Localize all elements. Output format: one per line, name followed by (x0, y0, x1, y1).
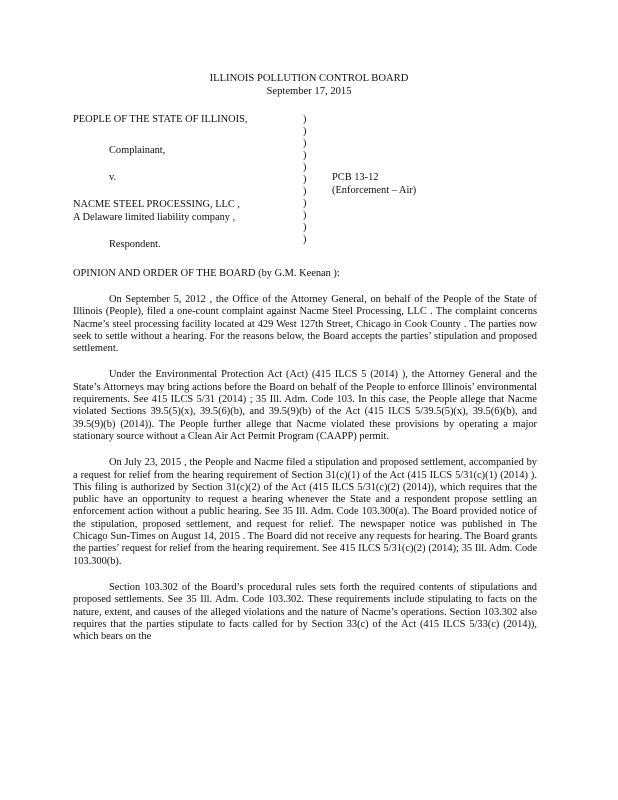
caption-paren: ) (303, 198, 307, 209)
caption-respondent-desc: A Delaware limited liability company , (73, 212, 236, 223)
caption-respondent-name: NACME STEEL PROCESSING, LLC , (73, 199, 241, 210)
body-paragraph: Section 103.302 of the Board’s procedural rules sets forth the required contents of stipulations and proposed settlements. See 35 Ill. Adm. Code 103.302. These requirements include stipulating to facts on the nature, extent, and causes of the alleged violations and the nature of Nacme’s operations. Section 103.302 also requires that the parties stipulate to facts called for by Section 33(c) of the Act (415 ILCS 5/33(c) (2014)), which bears on the (73, 581, 537, 643)
document-date: September 17, 2015 (266, 86, 352, 97)
body-paragraph: On July 23, 2015 , the People and Nacme filed a stipulation and proposed settlement, accompanied by a request for relief from the hearing requirement of Section 31(c)(1) of the Act (415 ILCS 5/31(c)(1) (2014) ). This filing is authorized by Section 31(c)(2) of the Act (415 ILCS 5/31(c)(2) (2014)), which requires that the public have an opportunity to request a hearing whenever the State and a respondent propose settling an enforcement action without a public hearing. See 35 Ill. Adm. Code 103.300(a). The Board provided notice of the stipulation, proposed settlement, and request for relief. The newspaper notice was published in The Chicago Sun-Times on August 14, 2015 . The Board did not receive any requests for hearing. The Board grants the parties’ request for relief from the hearing requirement. See 415 ILCS 5/31(c)(2) (2014); 35 Ill. Adm. Code 103.300(b). (73, 457, 537, 567)
caption-paren: ) (303, 234, 307, 245)
caption-paren: ) (303, 162, 307, 173)
caption-paren: ) (303, 186, 307, 197)
caption-paren: ) (303, 114, 307, 125)
document-header (0, 72, 618, 98)
case-number: PCB 13-12 (332, 172, 379, 183)
caption-paren: ) (303, 210, 307, 221)
caption-paren: ) (303, 150, 307, 161)
caption-complainant: Complainant, (109, 145, 166, 156)
body-paragraph: Under the Environmental Protection Act (Act) (415 ILCS 5 (2014) ), the Attorney General and the State’s Attorneys may bring actions before the Board on behalf of the People to enforce Illinois’ environmental requirements. See 415 ILCS 5/31 (2014) ; 35 Ill. Adm. Code 103. In this case, the People allege that Nacme violated Sections 39.5(5)(x), 39.5(6)(b), and 39.5(9)(b) of the Act (415 ILCS 5/39.5(5)(x), 39.5(6)(b), and 39.5(9)(b) (2014)). The People further allege that Nacme violated these provisions by operating a major stationary source without a Clean Air Act Permit Program (CAAPP) permit. (73, 369, 537, 442)
case-caption (73, 114, 553, 254)
caption-paren: ) (303, 126, 307, 137)
caption-respondent: Respondent. (109, 239, 161, 250)
caption-paren: ) (303, 138, 307, 149)
case-type: (Enforcement – Air) (332, 185, 417, 196)
caption-paren: ) (303, 174, 307, 185)
opinion-heading: OPINION AND ORDER OF THE BOARD (by G.M. Keenan ): (73, 268, 340, 279)
caption-people: PEOPLE OF THE STATE OF ILLINOIS, (73, 114, 248, 125)
caption-paren: ) (303, 222, 307, 233)
body-paragraph: On September 5, 2012 , the Office of the Attorney General, on behalf of the People of the State of Illinois (People), filed a one-count complaint against Nacme Steel Processing, LLC . The complaint concerns Nacme’s steel processing facility located at 429 West 127th Street, Chicago in Cook County . The parties now seek to settle without a hearing. For the reasons below, the Board accepts the parties’ stipulation and proposed settlement. (73, 294, 537, 355)
caption-versus: v. (109, 172, 117, 183)
board-name: ILLINOIS POLLUTION CONTROL BOARD (209, 73, 409, 84)
opinion-body (73, 294, 537, 657)
